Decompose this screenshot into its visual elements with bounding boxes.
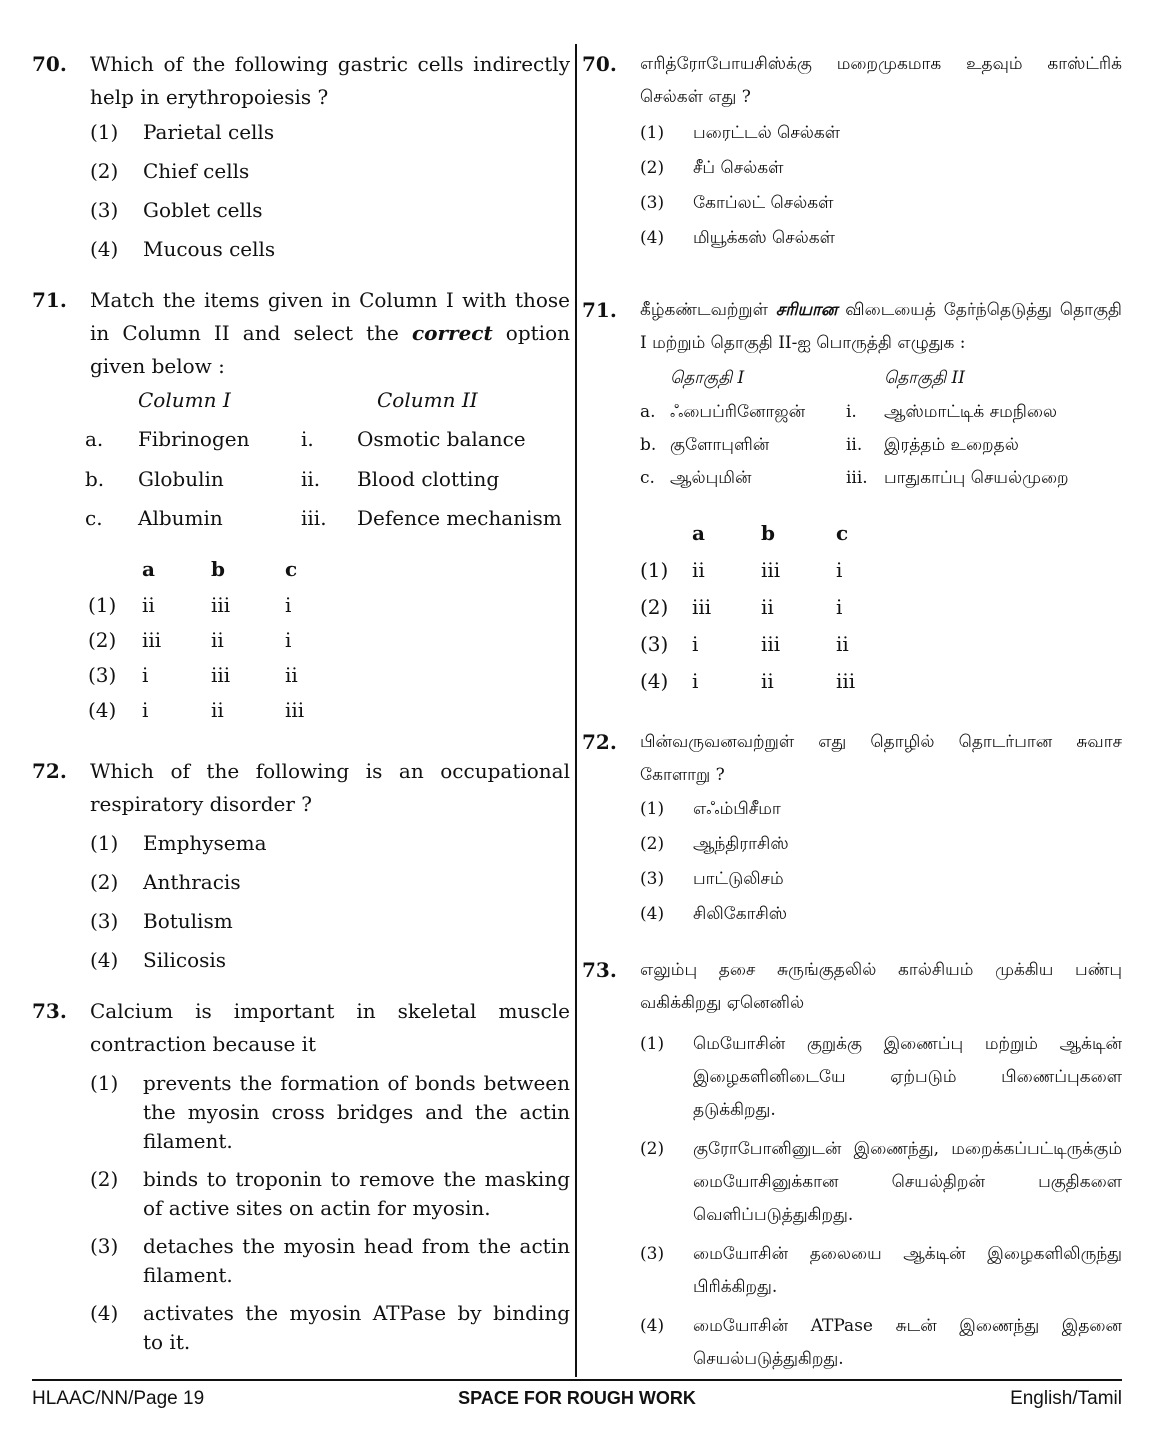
answer-table: a b c (1) ii iii i (2) iii ii i (3) i iii ii (4) i ii iii	[88, 557, 304, 733]
question-number: 70.	[32, 52, 67, 76]
option-4[interactable]: (4) சிலிகோசிஸ்	[640, 904, 788, 924]
option-3[interactable]: (3) பாட்டுலிசம்	[640, 869, 784, 889]
option-2[interactable]: (2) iii ii i	[640, 595, 843, 619]
match-table: தொகுதி I தொகுதி II a. ஃபைப்ரினோஜன் i. ஆஸ்மாட்டிக் சமநிலை b. குளோபுளின் ii. இரத்தம் உறைதல் c. ஆல்புமின் iii. பாதுகாப்பு செயல்முறை	[640, 368, 1069, 488]
option-4[interactable]: (4) Mucous cells	[90, 237, 276, 261]
option-4[interactable]: (4) மியூக்கஸ் செல்கள்	[640, 228, 835, 248]
option-2[interactable]: (2) சீப் செல்கள்	[640, 158, 784, 178]
option-2[interactable]: (2) ஆந்திராசிஸ்	[640, 834, 789, 854]
option-1[interactable]: (1) ii iii i	[88, 593, 292, 617]
tamil-column	[582, 48, 1122, 1376]
option-2[interactable]: (2) Chief cells	[90, 159, 250, 183]
option-3[interactable]: (3) i iii ii	[88, 663, 298, 687]
option-1[interactable]: (1) மெயோசின் குறுக்கு இணைப்பு மற்றும் ஆக்டின் இழைகளினிடையே ஏற்படும் பிணைப்புகளை தடுக்கிறது.	[640, 1034, 1122, 1120]
answer-table: a b c (1) ii iii i (2) iii ii i (3) i iii ii (4) i ii iii	[640, 521, 855, 706]
question-number: 70.	[582, 52, 617, 76]
question-73	[32, 995, 570, 1357]
question-72	[32, 755, 570, 975]
question-70	[32, 48, 570, 264]
option-3[interactable]: (3) கோப்லட் செல்கள்	[640, 193, 834, 213]
question-72-tamil	[582, 726, 1122, 932]
option-4[interactable]: (4) மையோசின் ATPase சுடன் இணைந்து இதனை செயல்படுத்துகிறது.	[640, 1316, 1122, 1369]
option-1[interactable]: (1) Parietal cells	[90, 120, 275, 144]
question-number: 71.	[32, 288, 67, 312]
question-71	[32, 284, 570, 383]
question-number: 72.	[32, 759, 67, 783]
footer-rule	[32, 1379, 1122, 1381]
column-divider	[575, 44, 577, 1377]
option-3[interactable]: (3) Botulism	[90, 909, 233, 933]
option-4[interactable]: (4) i ii iii	[88, 698, 305, 722]
option-2[interactable]: (2) Anthracis	[90, 870, 241, 894]
option-1[interactable]: (1) எஃம்பிசீமா	[640, 799, 781, 819]
question-number: 71.	[582, 298, 617, 322]
option-2[interactable]: (2) iii ii i	[88, 628, 292, 652]
option-1[interactable]: (1) prevents the formation of bonds between the myosin cross bridges and the actin filament.	[90, 1071, 570, 1153]
question-text: Match the items given in Column I with those in Column II and select the correct option given below :	[90, 288, 571, 378]
option-3[interactable]: (3) i iii ii	[640, 632, 849, 656]
option-2[interactable]: (2) குரோபோனினுடன் இணைந்து, மறைக்கப்பட்டிருக்கும் மையோசினுக்கான செயல்திறன் பகுதிகளை வெளிப்படுத்துகிறது.	[640, 1139, 1122, 1225]
option-3[interactable]: (3) Goblet cells	[90, 198, 263, 222]
question-70-tamil	[582, 48, 1122, 256]
option-1[interactable]: (1) ii iii i	[640, 558, 843, 582]
option-3[interactable]: (3) detaches the myosin head from the actin filament.	[90, 1234, 570, 1287]
option-1[interactable]: (1) Emphysema	[90, 831, 267, 855]
question-text: கீழ்கண்டவற்றுள் சரியான விடையைத் தேர்ந்தெடுத்து தொகுதி I மற்றும் தொகுதி II-ஐ பொருத்தி எழுதுக :	[640, 300, 1122, 353]
question-number: 72.	[582, 730, 617, 754]
question-71-tamil	[582, 294, 1122, 360]
question-text: Calcium is important in skeletal muscle contraction because it	[90, 999, 570, 1056]
option-3[interactable]: (3) மையோசின் தலையை ஆக்டின் இழைகளிலிருந்து பிரிக்கிறது.	[640, 1244, 1122, 1297]
question-text: Which of the following gastric cells indirectly help in erythropoiesis ?	[90, 52, 570, 109]
question-text: எலும்பு தசை சுருங்குதலில் கால்சியம் முக்கிய பண்பு வகிக்கிறது ஏனெனில்	[640, 960, 1122, 1013]
option-4[interactable]: (4) activates the myosin ATPase by binding to it.	[90, 1301, 570, 1354]
english-column	[32, 48, 570, 1357]
option-2[interactable]: (2) binds to troponin to remove the masking of active sites on actin for myosin.	[90, 1167, 570, 1220]
question-text: Which of the following is an occupational respiratory disorder ?	[90, 759, 570, 816]
question-73-tamil	[582, 954, 1122, 1376]
page-code: HLAAC/NN/Page 19	[32, 1388, 205, 1409]
question-text: எரித்ரோபோயசிஸ்க்கு மறைமுகமாக உதவும் காஸ்ட்ரிக் செல்கள் எது ?	[640, 54, 1122, 107]
page-footer	[32, 1388, 1122, 1418]
question-number: 73.	[582, 958, 617, 982]
match-table: Column I Column II a. Fibrinogen i. Osmotic balance b. Globulin ii. Blood clotting c. Albumin iii. Defence mechanism	[85, 388, 562, 530]
option-4[interactable]: (4) Silicosis	[90, 948, 227, 972]
option-4[interactable]: (4) i ii iii	[640, 669, 856, 693]
language-label: English/Tamil	[1010, 1388, 1122, 1409]
question-number: 73.	[32, 999, 67, 1023]
question-text: பின்வருவனவற்றுள் எது தொழில் தொடர்பான சுவாச கோளாறு ?	[640, 732, 1122, 785]
option-1[interactable]: (1) பரைட்டல் செல்கள்	[640, 123, 841, 143]
rough-work-label: SPACE FOR ROUGH WORK	[458, 1388, 696, 1408]
